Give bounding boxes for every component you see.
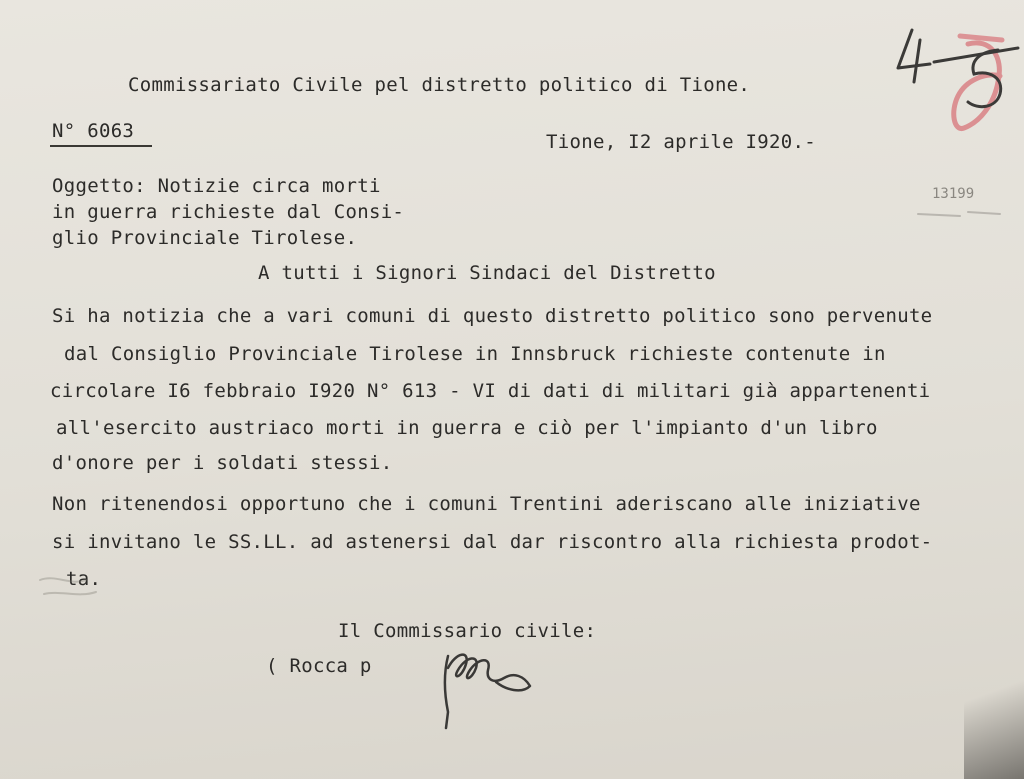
place-date: Tione, I2 aprile I920.- [546,131,816,153]
body-p2-line-1: Non ritenendosi opportuno che i comuni Trentini aderiscano alle iniziative [52,493,921,515]
office-heading: Commissariato Civile pel distretto politico di Tione. [128,74,751,96]
subject-line-3: glio Provinciale Tirolese. [52,227,358,249]
body-p1-line-2: dal Consiglio Provinciale Tirolese in Innsbruck richieste contenute in [64,343,886,365]
body-p2-line-3: ta. [66,568,102,590]
body-p1-line-5: d'onore per i soldati stessi. [52,452,393,474]
faint-pencil-marks [40,212,1000,594]
body-p1-line-3: circolare I6 febbraio I920 N° 613 - VI di dati di militari già appartenenti [50,380,931,402]
protocol-number: N° 6063 [52,120,135,142]
subject-line-2: in guerra richieste dal Consi- [52,201,405,223]
faint-stamp-number: 13199 [932,186,975,202]
body-p1-line-1: Si ha notizia che a vari comuni di questo distretto politico sono pervenute [52,305,933,327]
addressee: A tutti i Signori Sindaci del Distretto [258,262,716,284]
body-p2-line-2: si invitano le SS.LL. ad astenersi dal dar riscontro alla richiesta prodot- [52,531,933,553]
body-p1-line-4: all'esercito austriaco morti in guerra e ciò per l'impianto d'un libro [56,417,878,439]
subject-line-1: Oggetto: Notizie circa morti [52,175,381,197]
signature-name: ( Rocca p [266,655,372,677]
page-shadow [964,659,1024,779]
signature-title: Il Commissario civile: [338,620,597,642]
handwritten-signature [445,655,530,728]
